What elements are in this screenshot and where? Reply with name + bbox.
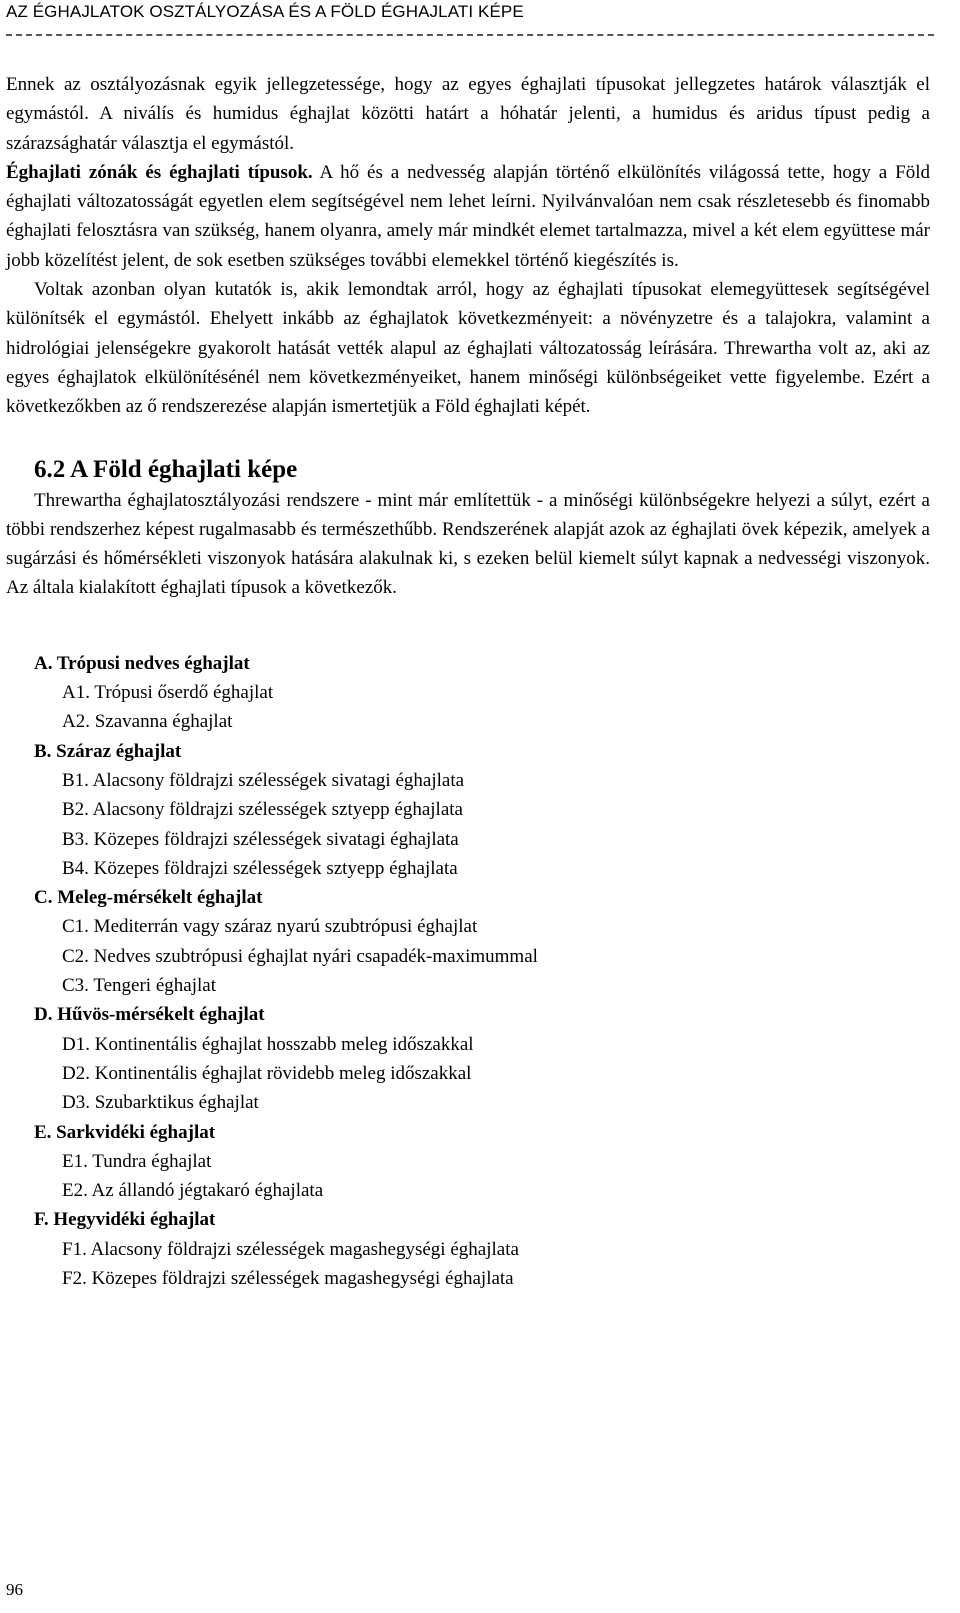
paragraph-text: A hő és a nedvesség alapján történő elkülönítés világossá tette, hogy a Föld éghajlati változatosságát egyetlen elem segítségével nem lehet leírni. Nyilvánvalóan nem csak részletesebb és finomabb éghajlati felosztásra van szükség, hanem olyanra, amely már mindkét elemet tartalmazza, mivel a két elem együttese már jobb közelítést jelent, de sok esetben szükséges további elemekkel történő kiegészítés is. — [6, 161, 931, 271]
climate-subtype: E1. Tundra éghajlat — [62, 1150, 212, 1172]
climate-subtype: F1. Alacsony földrajzi szélességek magashegységi éghajlata — [62, 1238, 519, 1260]
climate-subtype: A2. Szavanna éghajlat — [62, 711, 233, 733]
climate-subtype: B3. Közepes földrajzi szélességek sivatagi éghajlata — [62, 828, 459, 850]
climate-category: C. Meleg-mérsékelt éghajlat — [34, 887, 263, 909]
climate-subtype: C3. Tengeri éghajlat — [62, 975, 216, 997]
paragraph-intro: Ennek az osztályozásnak egyik jellegzetessége, hogy az egyes éghajlati típusokat jellegzetes határok választják el egymástól. A niválís és humidus éghajlat közötti határt a hóhatár jelenti, a humidus és aridus típust pedig a szárazsághatár választja el egymástól. — [6, 74, 930, 154]
climate-category: D. Hűvös-mérsékelt éghajlat — [34, 1004, 265, 1026]
climate-subtype: D2. Kontinentális éghajlat rövidebb meleg időszakkal — [62, 1062, 472, 1084]
paragraph-threwartha: Threwartha éghajlatosztályozási rendszere - mint már említettük - a minőségi különbségekre helyezi a súlyt, ezért a többi rendszerhez képest rugalmasabb és természethűbb. Rendszerének alapját azok az éghajlati övek képezik, amelyek a sugárzási és hőmérsékleti viszonyok hatására alakulnak ki, s ezeken belül kiemelt súlyt kapnak a nedvességi viszonyok. Az általa kialakított éghajlati típusok a következők. — [6, 489, 930, 599]
running-header: AZ ÉGHAJLATOK OSZTÁLYOZÁSA ÉS A FÖLD ÉGHAJLATI KÉPE — [6, 2, 524, 21]
page-number: 96 — [6, 1580, 23, 1599]
paragraph-heading: Éghajlati zónák és éghajlati típusok. — [6, 161, 313, 183]
climate-subtype: B4. Közepes földrajzi szélességek sztyepp éghajlata — [62, 857, 458, 879]
climate-subtype: D3. Szubarktikus éghajlat — [62, 1092, 259, 1114]
header-divider — [6, 34, 934, 36]
climate-types-list — [6, 649, 930, 1294]
paragraph-researchers: Voltak azonban olyan kutatók is, akik lemondtak arról, hogy az éghajlati típusokat elemegyüttesek segítségével különítsék el egymástól. Ehelyett inkább az éghajlatok következményeit: a növényzetre és a talajokra, valamint a hidrológiai jelenségekre gyakorolt hatását vették alapul az éghajlati változatosság leírására. Threwartha volt az, aki az egyes éghajlatok elkülönítésénél nem következményeiket, hanem minőségi különbségeiket vette figyelembe. Ezért a következőkben az ő rendszerezése alapján ismertetjük a Föld éghajlati képét. — [6, 279, 930, 418]
climate-subtype: C1. Mediterrán vagy száraz nyarú szubtrópusi éghajlat — [62, 916, 478, 938]
climate-subtype: B1. Alacsony földrajzi szélességek sivatagi éghajlata — [62, 769, 465, 791]
climate-subtype: B2. Alacsony földrajzi szélességek sztyepp éghajlata — [62, 799, 463, 821]
climate-subtype: D1. Kontinentális éghajlat hosszabb meleg időszakkal — [62, 1033, 474, 1055]
climate-category: B. Száraz éghajlat — [34, 740, 182, 762]
page-content — [6, 70, 930, 1293]
climate-subtype: F2. Közepes földrajzi szélességek magashegységi éghajlata — [62, 1267, 514, 1289]
paragraph-climate-zones — [6, 158, 930, 275]
section-title: 6.2 A Föld éghajlati képe — [34, 455, 298, 483]
climate-subtype: E2. Az állandó jégtakaró éghajlata — [62, 1180, 324, 1202]
climate-category: A. Trópusi nedves éghajlat — [34, 652, 250, 674]
climate-category: E. Sarkvidéki éghajlat — [34, 1121, 216, 1143]
climate-subtype: C2. Nedves szubtrópusi éghajlat nyári csapadék-maximummal — [62, 945, 538, 967]
climate-category: F. Hegyvidéki éghajlat — [34, 1209, 216, 1231]
climate-subtype: A1. Trópusi őserdő éghajlat — [62, 682, 274, 704]
